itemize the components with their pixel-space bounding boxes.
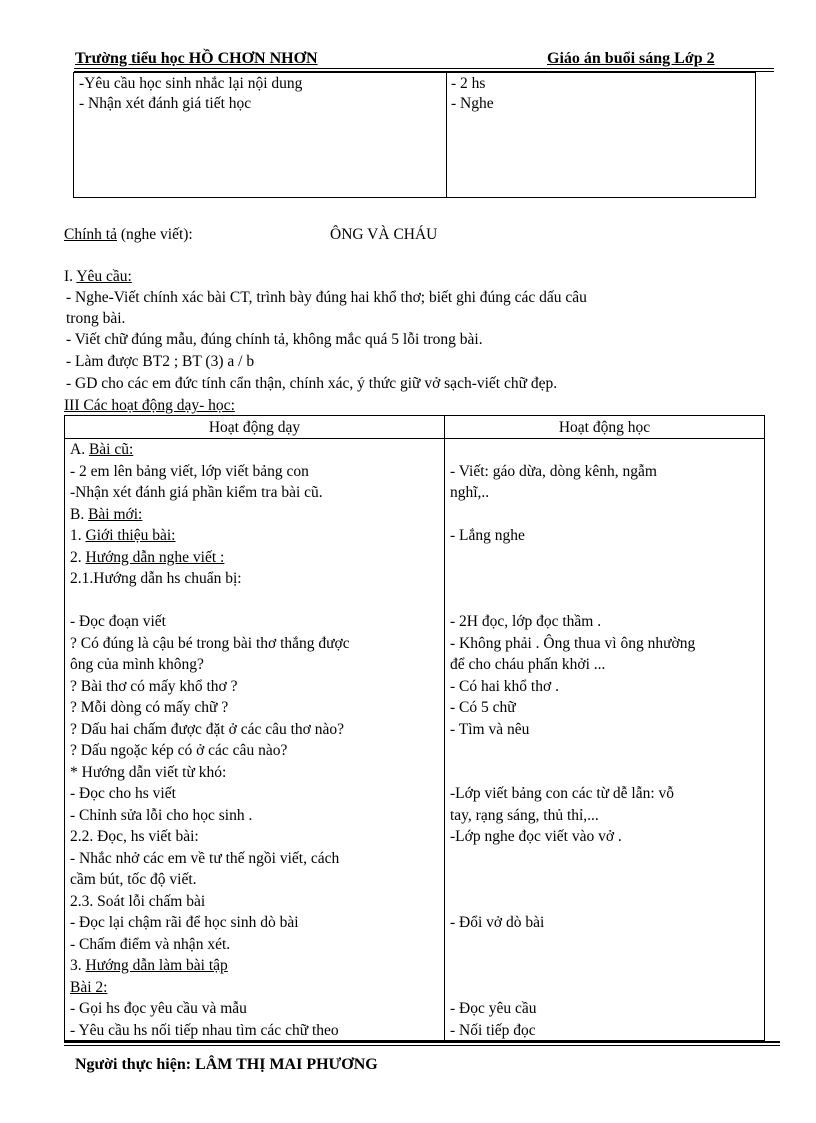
top-table	[73, 72, 756, 198]
column-header-teacher: Hoạt động dạy	[208, 419, 301, 436]
teacher-row: A. Bài cũ:	[70, 441, 134, 458]
top-table-right-line: - Nghe	[451, 95, 494, 112]
teacher-row: - Gọi hs đọc yêu cầu và mẫu	[70, 1000, 247, 1017]
student-row: - Tìm và nêu	[450, 720, 530, 738]
header-rule	[74, 68, 774, 69]
student-row: - Có hai khổ thơ .	[450, 677, 559, 695]
student-row: - Có 5 chữ	[450, 699, 516, 716]
teacher-row: * Hướng dẫn viết từ khó:	[70, 763, 227, 781]
top-table-left-line: - Nhận xét đánh giá tiết học	[79, 95, 252, 112]
teacher-row: - 2 em lên bảng viết, lớp viết bảng con	[70, 462, 309, 480]
activities-heading: III Các hoạt động dạy- học:	[64, 397, 235, 414]
teacher-row: Bài 2:	[70, 978, 108, 996]
footer-rule	[64, 1041, 780, 1043]
top-table-left-line: -Yêu cầu học sinh nhắc lại nội dung	[79, 75, 303, 92]
student-row: - Viết: gáo dừa, dòng kênh, ngẫm	[450, 462, 657, 480]
teacher-row: - Yêu cầu hs nối tiếp nhau tìm các chữ theo	[70, 1021, 339, 1039]
teacher-row: ? Dấu hai chấm được đặt ở các câu thơ nào?	[70, 720, 344, 738]
teacher-row: 2.1.Hướng dẫn hs chuẩn bị:	[70, 570, 242, 587]
requirement-line: - Viết chữ đúng mẫu, đúng chính tả, không mắc quá 5 lỗi trong bài.	[66, 331, 483, 348]
student-row: tay, rạng sáng, thủ thỉ,...	[450, 806, 599, 824]
teacher-row: 2.2. Đọc, hs viết bài:	[70, 828, 199, 845]
requirements-number: I.	[64, 268, 77, 285]
teacher-row: 1. Giới thiệu bài:	[70, 527, 176, 544]
teacher-row: 3. Hướng dẫn làm bài tập	[70, 957, 228, 974]
student-row: -Lớp nghe đọc viết vào vở .	[450, 828, 622, 845]
footer-rule-double	[64, 1045, 780, 1046]
student-row: - Lắng nghe	[450, 527, 525, 544]
student-row: - Đổi vở dò bài	[450, 914, 545, 931]
teacher-row: ? Dấu ngoặc kép có ở các câu nào?	[70, 742, 288, 759]
teacher-row: - Đọc cho hs viết	[70, 785, 176, 802]
activities-column-divider	[444, 416, 445, 1040]
student-row: - Không phải . Ông thua vì ông nhường	[450, 634, 696, 652]
school-name: Trường tiểu học HỒ CHƠN NHƠN	[75, 50, 318, 67]
requirements-heading	[64, 267, 132, 287]
teacher-row: - Chỉnh sửa lỗi cho học sinh .	[70, 806, 253, 824]
lesson-title: ÔNG VÀ CHÁU	[330, 226, 438, 243]
footer-name: LÂM THỊ MAI PHƯƠNG	[195, 1056, 378, 1073]
teacher-row: 2. Hướng dẫn nghe viết :	[70, 548, 225, 566]
activities-table	[64, 415, 765, 1041]
teacher-row: B. Bài mới:	[70, 505, 143, 523]
lesson-heading	[64, 225, 193, 245]
student-row: nghĩ,..	[450, 484, 490, 501]
teacher-row: - Nhắc nhở các em về tư thế ngồi viết, cách	[70, 849, 340, 867]
teacher-row: -Nhận xét đánh giá phần kiểm tra bài cũ.	[70, 484, 323, 501]
teacher-row: - Đọc đoạn viết	[70, 613, 166, 630]
requirement-line: - GD cho các em đức tính cẩn thận, chính xác, ý thức giữ vở sạch-viết chữ đẹp.	[66, 375, 558, 392]
requirements-label: Yêu cầu:	[76, 268, 132, 285]
student-row: - Đọc yêu cầu	[450, 1000, 537, 1017]
requirement-line: - Làm được BT2 ; BT (3) a / b	[66, 353, 255, 370]
teacher-row: ? Mỗi dòng có mấy chữ ?	[70, 699, 229, 716]
teacher-row: - Đọc lại chậm rãi để học sinh dò bài	[70, 914, 299, 931]
teacher-row: ? Bài thơ có mấy khổ thơ ?	[70, 677, 238, 695]
student-row: -Lớp viết bảng con các từ dễ lẫn: vỗ	[450, 785, 675, 802]
teacher-row: 2.3. Soát lỗi chấm bài	[70, 892, 206, 910]
top-table-right-line: - 2 hs	[451, 75, 486, 92]
footer-author	[75, 1056, 378, 1074]
plan-title: Giáo án buổi sáng Lớp 2	[547, 50, 715, 67]
top-table-divider	[446, 73, 447, 197]
activities-header-divider	[65, 438, 764, 439]
student-row: để cho cháu phấn khởi ...	[450, 656, 606, 673]
teacher-row: ông của mình không?	[70, 656, 204, 673]
requirement-line: trong bài.	[66, 310, 126, 327]
teacher-row: ? Có đúng là cậu bé trong bài thơ thắng được	[70, 634, 350, 652]
teacher-row: - Chấm điểm và nhận xét.	[70, 935, 231, 953]
lesson-subject: Chính tả	[64, 226, 117, 243]
teacher-row: cầm bút, tốc độ viết.	[70, 871, 197, 888]
footer-label: Người thực hiện:	[75, 1056, 196, 1073]
requirement-line: - Nghe-Viết chính xác bài CT, trình bày đúng hai khổ thơ; biết ghi đúng các dấu câu	[66, 289, 587, 306]
student-row: - Nối tiếp đọc	[450, 1021, 536, 1039]
lesson-mode: (nghe viết):	[120, 226, 193, 243]
student-row: - 2H đọc, lớp đọc thầm .	[450, 613, 602, 630]
column-header-student: Hoạt động học	[558, 419, 651, 436]
